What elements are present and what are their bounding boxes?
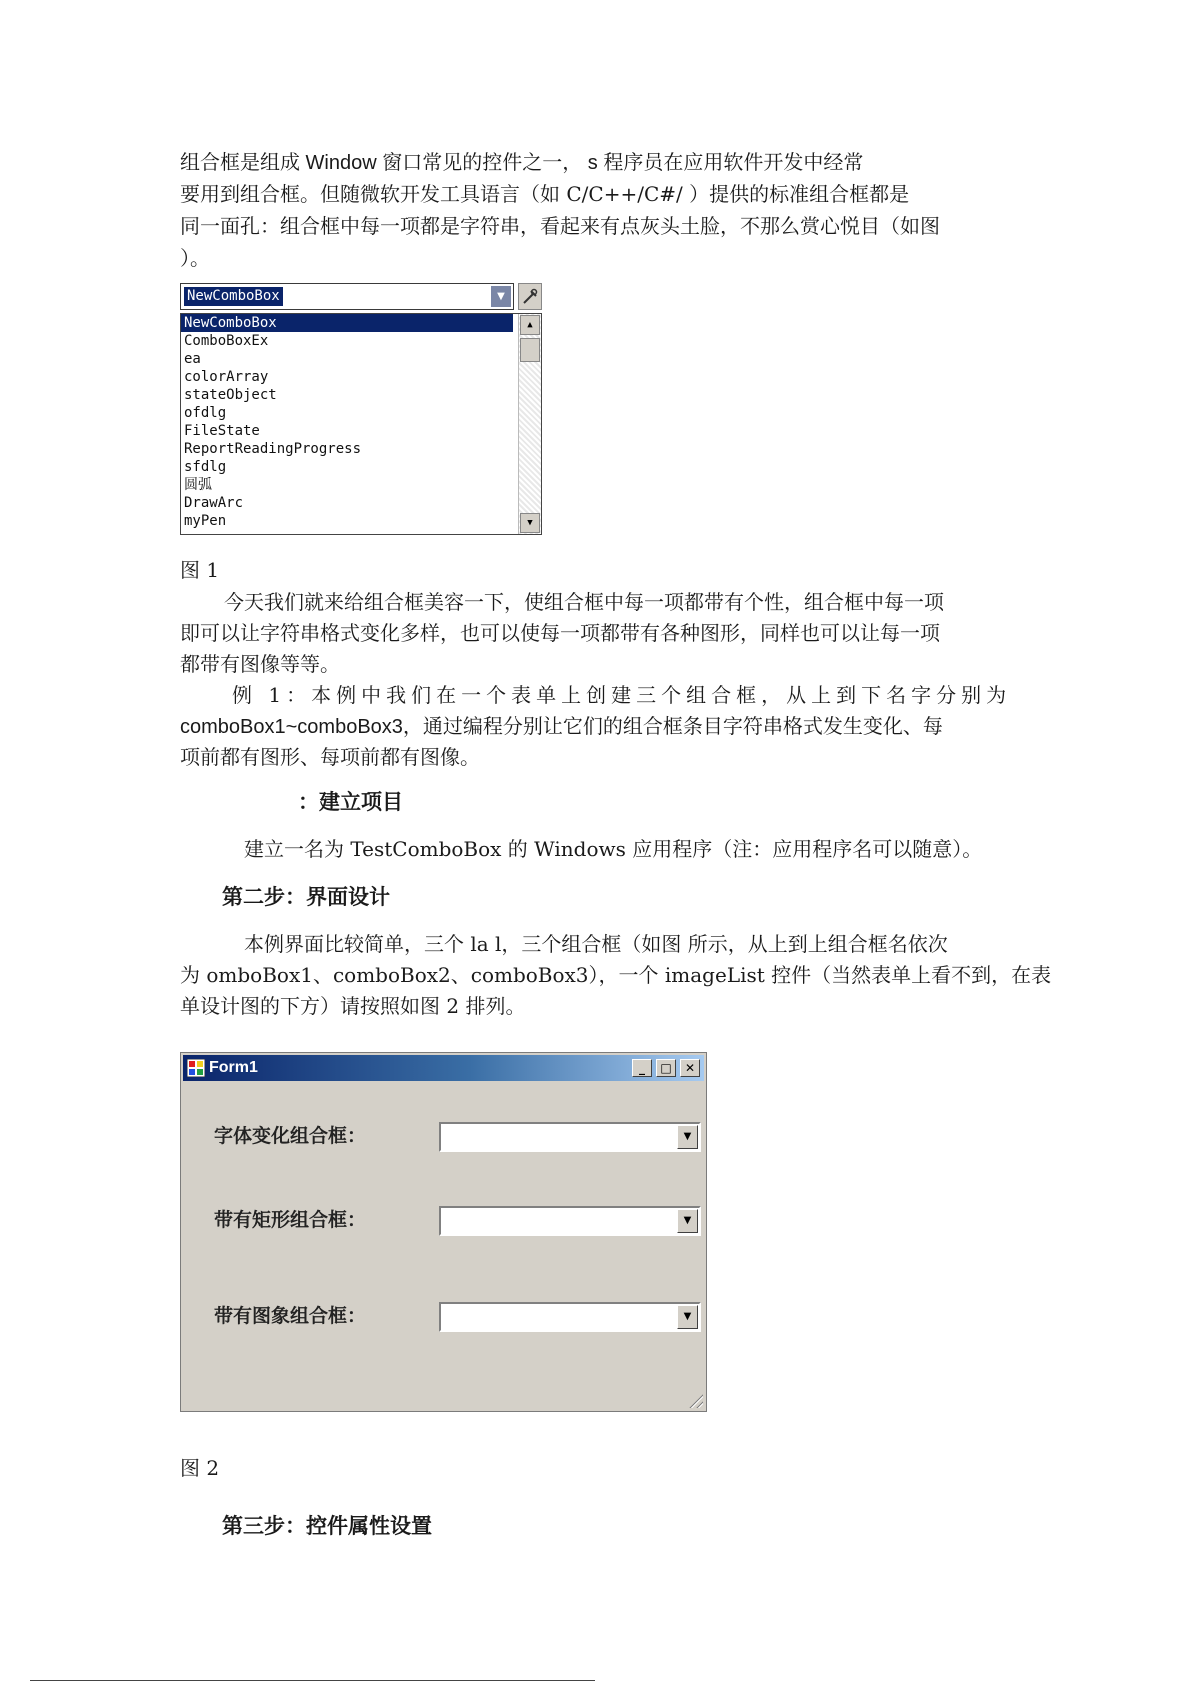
chevron-down-icon[interactable]: ▼ — [491, 286, 511, 307]
step2-heading: 第二步：界面设计 — [222, 885, 390, 909]
window-title: Form1 — [209, 1059, 258, 1076]
list-item[interactable]: DrawArc — [184, 495, 244, 511]
list-item[interactable]: ofdlg — [184, 405, 227, 421]
window-titlebar[interactable] — [183, 1055, 704, 1081]
figure2-caption: 图 2 — [180, 1456, 220, 1480]
tools-icon[interactable] — [518, 283, 542, 310]
chevron-down-icon[interactable]: ▼ — [677, 1209, 698, 1233]
label-rect-combo: 带有矩形组合框： — [214, 1209, 367, 1231]
list-item[interactable]: NewComboBox — [181, 314, 513, 332]
intro-line-3: 同一面孔：组合框中每一项都是字符串，看起来有点灰头土脸，不那么赏心悦目（如图 — [180, 214, 940, 238]
combobox-3[interactable] — [439, 1302, 701, 1332]
combobox-1[interactable] — [439, 1122, 701, 1152]
label-image-combo: 带有图象组合框： — [214, 1305, 367, 1327]
list-item[interactable]: ReportReadingProgress — [184, 441, 362, 457]
figure1-caption: 图 1 — [180, 558, 220, 582]
list-item[interactable]: myPen — [184, 513, 227, 529]
para2-line-2: 即可以让字符串格式变化多样，也可以使每一项都带有各种图形，同样也可以让每一项 — [180, 621, 940, 645]
intro-line-2: 要用到组合框。但随微软开发工具语言（如 C/C++/C#/ ）提供的标准组合框都是 — [180, 182, 910, 206]
scroll-up-icon[interactable]: ▲ — [520, 315, 540, 335]
step2-line-1: 本例界面比较简单，三个 la l，三个组合框（如图 所示，从上到上组合框名依次 — [244, 932, 948, 956]
list-item[interactable]: colorArray — [184, 369, 269, 385]
footer-divider — [30, 1680, 595, 1681]
list-item[interactable]: stateObject — [184, 387, 277, 403]
para3-line-1: 例 1：本例中我们在一个表单上创建三个组合框，从上到下名字分别为 — [232, 683, 1012, 707]
list-item[interactable]: 圆弧 — [184, 477, 212, 493]
chevron-down-icon[interactable]: ▼ — [677, 1305, 698, 1329]
scroll-thumb[interactable] — [520, 338, 540, 362]
label-font-combo: 字体变化组合框： — [214, 1125, 367, 1147]
step1-text: 建立一名为 TestComboBox 的 Windows 应用程序（注：应用程序名可以随意）。 — [244, 837, 983, 861]
para3-line-3: 项前都有图形、每项前都有图像。 — [180, 745, 480, 769]
list-item[interactable]: FileState — [184, 423, 260, 439]
scroll-down-icon[interactable]: ▼ — [520, 513, 540, 533]
list-item[interactable]: ea — [184, 351, 201, 367]
intro-line-1: 组合框是组成 Window 窗口常见的控件之一， s 程序员在应用软件开发中经常 — [180, 152, 864, 174]
figure1-selected-value: NewComboBox — [184, 287, 283, 306]
step2-line-3: 单设计图的下方）请按照如图 2 排列。 — [180, 994, 526, 1018]
figure1-dropdown-list[interactable] — [180, 313, 542, 535]
step1-heading: ：建立项目 — [298, 790, 403, 814]
chevron-down-icon[interactable]: ▼ — [677, 1125, 698, 1149]
step3-heading: 第三步：控件属性设置 — [222, 1514, 432, 1538]
para2-line-1: 今天我们就来给组合框美容一下，使组合框中每一项都带有个性，组合框中每一项 — [224, 590, 944, 614]
resize-grip-icon[interactable] — [687, 1392, 703, 1408]
close-button[interactable]: ✕ — [680, 1059, 700, 1077]
form1-window — [180, 1052, 707, 1412]
intro-line-4: ）。 — [180, 246, 210, 270]
step2-line-2: 为 omboBox1、comboBox2、comboBox3），一个 imageList 控件（当然表单上看不到，在表 — [180, 963, 1052, 987]
list-item[interactable]: ComboBoxEx — [184, 333, 269, 349]
para2-line-3: 都带有图像等等。 — [180, 652, 340, 676]
maximize-button[interactable]: □ — [656, 1059, 676, 1077]
figure1-combobox[interactable] — [180, 283, 514, 310]
combobox-2[interactable] — [439, 1206, 701, 1236]
form-icon — [187, 1059, 205, 1077]
minimize-button[interactable]: _ — [632, 1059, 652, 1077]
para3-line-2: comboBox1~comboBox3，通过编程分别让它们的组合框条目字符串格式发生变化、每 — [180, 716, 943, 738]
figure1-scrollbar[interactable] — [518, 314, 541, 534]
list-item[interactable]: sfdlg — [184, 459, 227, 475]
